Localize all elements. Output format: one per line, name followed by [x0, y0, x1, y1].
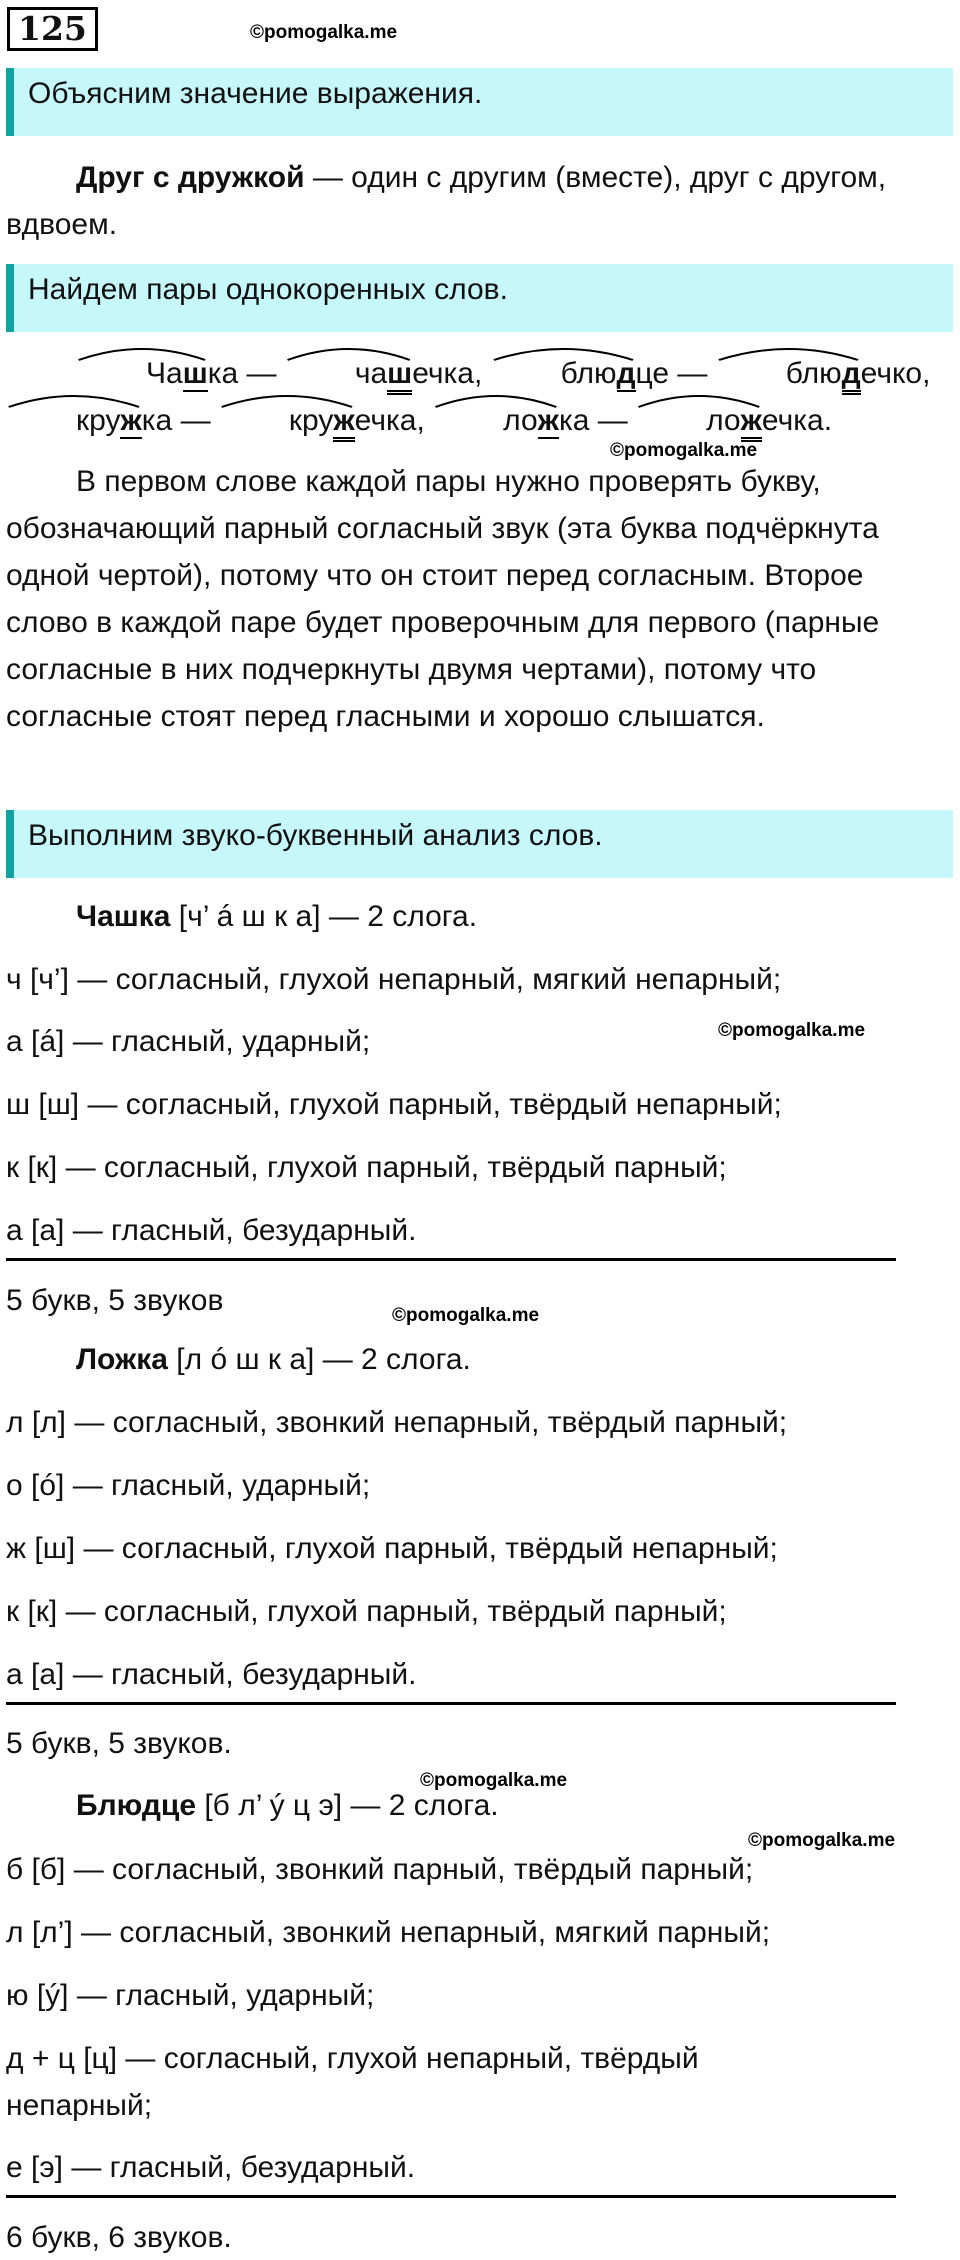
- meaning-paragraph: [6, 154, 946, 248]
- root-kruzhka: круж: [6, 397, 142, 444]
- sound-line: к [к] — согласный, глухой парный, твёрдый парный;: [6, 1151, 727, 1184]
- sound-line: а [а] — гласный, безударный.: [6, 1214, 417, 1247]
- summary: 5 букв, 5 звуков: [6, 1284, 224, 1317]
- root-lozhechka: лож: [636, 397, 762, 444]
- watermark: ©pomogalka.me: [718, 1020, 866, 1041]
- watermark: ©pomogalka.me: [610, 440, 758, 461]
- sound-line: к [к] — согласный, глухой парный, твёрдый парный;: [6, 1595, 727, 1628]
- task-number: 125: [7, 7, 98, 51]
- watermark: ©pomogalka.me: [392, 1305, 540, 1326]
- sound-line: ю [ý] — гласный, ударный;: [6, 1979, 375, 2012]
- phrase: Друг с дружкой: [76, 161, 305, 194]
- sound-line: л [л] — согласный, звонкий непарный, твёрдый парный;: [6, 1406, 788, 1439]
- word-heading: Блюдце [б л’ ý ц э] — 2 слога.: [76, 1789, 499, 1822]
- word-heading: Чашка [ч’ á ш к а] — 2 слога.: [76, 900, 478, 933]
- root-chashka: Чаш: [76, 350, 208, 397]
- meaning-text: — один с другим (вместе), друг с другом, вдвоем.: [6, 161, 887, 241]
- sound-line: а [а] — гласный, безударный.: [6, 1658, 417, 1691]
- section-header-pairs: Найдем пары однокоренных слов.: [6, 264, 953, 332]
- explanation-paragraph: В первом слове каждой пары нужно проверять букву, обозначающий парный согласный звук (эта буква подчёркнута одной чертой), потому что он стоит перед согласным. Второе слово в каждой паре будет проверочным для первого (парные согласные в них подчеркнуты двумя чертами), потому что согласные стоят перед гласными и хорошо слышатся.: [6, 465, 880, 733]
- sound-line: ж [ш] — согласный, глухой парный, твёрдый непарный;: [6, 1532, 778, 1565]
- sound-line: б [б] — согласный, звонкий парный, твёрдый парный;: [6, 1853, 754, 1886]
- word-pairs: Чашка — чашечка, блюдце — блюдечко, кружка — кружечка, ложка — ложечка.: [6, 350, 946, 444]
- section-header-meaning: Объясним значение выражения.: [6, 68, 953, 136]
- watermark: ©pomogalka.me: [420, 1770, 568, 1791]
- root-bludechko: блюд: [716, 350, 861, 397]
- divider: [6, 1258, 896, 1261]
- sound-line: о [ó] — гласный, ударный;: [6, 1469, 371, 1502]
- sound-line: ш [ш] — согласный, глухой парный, твёрдый непарный;: [6, 1088, 782, 1121]
- watermark: ©pomogalka.me: [250, 22, 398, 43]
- root-lozhka: лож: [433, 397, 559, 444]
- sound-line: ч [ч’] — согласный, глухой непарный, мягкий непарный;: [6, 963, 782, 996]
- section-header-analysis: Выполним звуко-буквенный анализ слов.: [6, 810, 953, 878]
- sound-line: д + ц [ц] — согласный, глухой непарный, твёрдый: [6, 2042, 699, 2075]
- sound-line: е [э] — гласный, безударный.: [6, 2151, 416, 2184]
- divider: [6, 2195, 896, 2198]
- root-bludce: блюд: [491, 350, 636, 397]
- root-kruzhechka: круж: [219, 397, 355, 444]
- summary: 6 букв, 6 звуков.: [6, 2221, 232, 2254]
- divider: [6, 1702, 896, 1705]
- summary: 5 букв, 5 звуков.: [6, 1727, 232, 1760]
- watermark: ©pomogalka.me: [748, 1830, 896, 1851]
- root-chashechka: чаш: [285, 350, 412, 397]
- sound-line: л [л’] — согласный, звонкий непарный, мягкий парный;: [6, 1916, 771, 1949]
- word-heading: Ложка [л ó ш к а] — 2 слога.: [76, 1343, 471, 1376]
- sound-line: а [á] — гласный, ударный;: [6, 1025, 371, 1058]
- sound-line: непарный;: [6, 2089, 153, 2122]
